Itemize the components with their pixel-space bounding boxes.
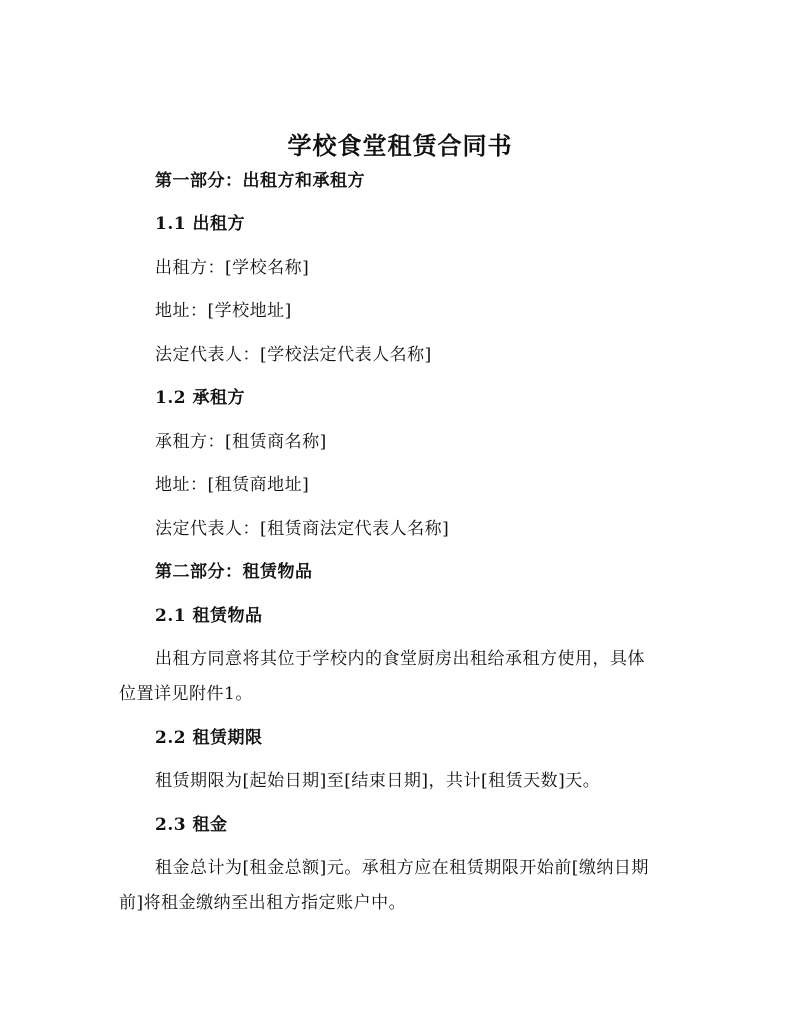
section-1-1-heading: 1.1 出租方 xyxy=(155,214,245,234)
section-1-2-heading: 1.2 承租方 xyxy=(155,388,245,408)
part1-heading: 第一部分：出租方和承租方 xyxy=(155,171,365,191)
section-2-2-heading: 2.2 租赁期限 xyxy=(155,728,263,748)
section-2-2-text: 租赁期限为[起始日期]至[结束日期]，共计[租赁天数]天。 xyxy=(155,771,601,791)
section-2-3-text-line1: 租金总计为[租金总额]元。承租方应在租赁期限开始前[缴纳日期 xyxy=(155,858,649,878)
document-title: 学校食堂租赁合同书 xyxy=(287,131,513,160)
lessee-representative: 法定代表人：[租赁商法定代表人名称] xyxy=(155,519,450,539)
lessor-name: 出租方：[学校名称] xyxy=(155,258,310,278)
section-2-1-text-line1: 出租方同意将其位于学校内的食堂厨房出租给承租方使用，具体 xyxy=(155,649,645,669)
lessee-address: 地址：[租赁商地址] xyxy=(155,475,310,495)
section-2-3-heading: 2.3 租金 xyxy=(155,815,228,835)
section-2-3-text-line2: 前]将租金缴纳至出租方指定账户中。 xyxy=(119,893,407,913)
lessor-address: 地址：[学校地址] xyxy=(155,301,292,321)
lessor-representative: 法定代表人：[学校法定代表人名称] xyxy=(155,345,432,365)
section-2-1-heading: 2.1 租赁物品 xyxy=(155,606,263,626)
part2-heading: 第二部分：租赁物品 xyxy=(155,562,313,582)
section-2-1-text-line2: 位置详见附件1。 xyxy=(119,684,253,704)
lessee-name: 承租方：[租赁商名称] xyxy=(155,432,327,452)
